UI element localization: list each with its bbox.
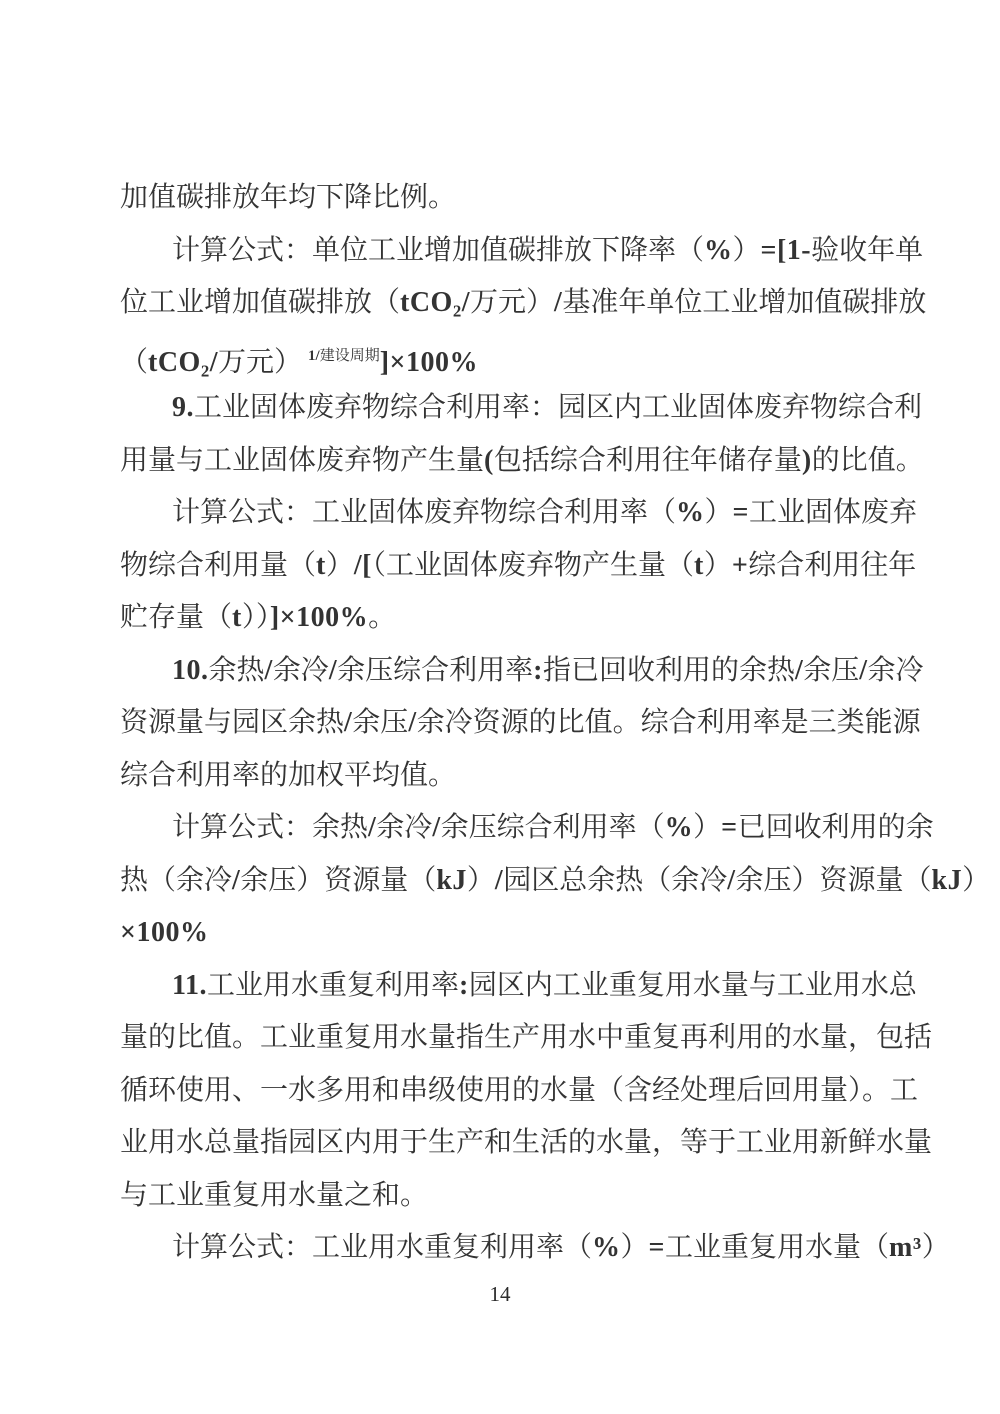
superscript-text: 1/建设周期 bbox=[308, 347, 380, 364]
text-line: 资源量与园区余热/余压/余冷资源的比值。综合利用率是三类能源 bbox=[120, 707, 921, 738]
text-line: 与工业重复用水量之和。 bbox=[120, 1179, 429, 1211]
text-line: ×100% bbox=[120, 917, 209, 948]
text-line: 热（余冷/余压）资源量（kJ）/园区总余热（余冷/余压）资源量（kJ） bbox=[120, 864, 991, 896]
document-body bbox=[120, 172, 991, 1275]
text-line: （tCO₂/万元） $^{1/建设周期}$]×100% bbox=[120, 346, 478, 378]
text-line: 计算公式：余热/余冷/余压综合利用率（%）=已回收利用的余 bbox=[172, 812, 934, 843]
text-line: 业用水总量指园区内用于生产和生活的水量，等于工业用新鲜水量 bbox=[120, 1127, 933, 1158]
text-line: 计算公式：工业固体废弃物综合利用率（%）=工业固体废弃 bbox=[172, 497, 918, 528]
text-line: 用量与工业固体废弃物产生量(包括综合利用往年储存量)的比值。 bbox=[120, 444, 924, 476]
text-line: 综合利用率的加权平均值。 bbox=[120, 759, 457, 791]
text-line: 9.工业固体废弃物综合利用率：园区内工业固体废弃物综合利 bbox=[172, 392, 923, 423]
text-line: 11.工业用水重复利用率:园区内工业重复用水量与工业用水总 bbox=[172, 969, 917, 1001]
text-line: 加值碳排放年均下降比例。 bbox=[120, 182, 457, 213]
text-line: 量的比值。工业重复用水量指生产用水中重复再利用的水量，包括 bbox=[120, 1022, 933, 1053]
text-line: 循环使用、一水多用和串级使用的水量（含经处理后回用量）。工 bbox=[120, 1074, 919, 1106]
page-number: 14 bbox=[489, 1282, 511, 1306]
text-line: 10.余热/余冷/余压综合利用率:指已回收利用的余热/余压/余冷 bbox=[172, 654, 924, 686]
text-line: 物综合利用量（t）/[（工业固体废弃物产生量（t）+综合利用往年 bbox=[120, 549, 917, 581]
text-line: 贮存量（t））]×100%。 bbox=[120, 602, 397, 633]
text-line: 位工业增加值碳排放（tCO₂/万元）/基准年单位工业增加值碳排放 bbox=[120, 287, 927, 318]
text-line: 计算公式：工业用水重复利用率（%）=工业重复用水量（m³） bbox=[172, 1232, 950, 1263]
text-line: 计算公式：单位工业增加值碳排放下降率（%）=[1-验收年单 bbox=[172, 234, 924, 266]
